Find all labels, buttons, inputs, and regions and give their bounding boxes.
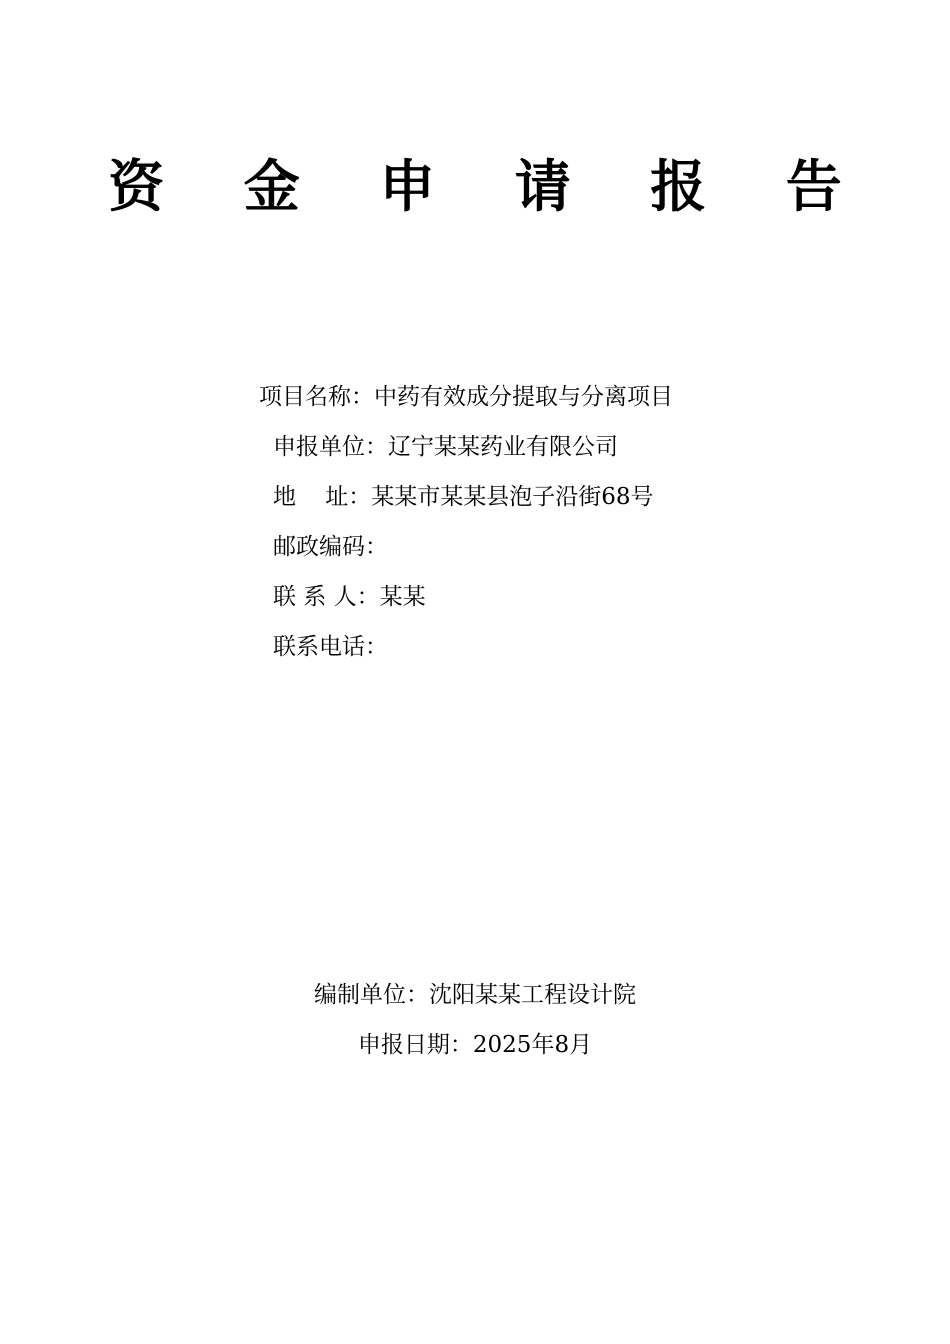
- contact-person-row: [273, 582, 426, 612]
- address-label: 地 址：: [273, 484, 372, 510]
- contact-person-value: 某某: [379, 584, 426, 610]
- contact-phone-row: [273, 632, 388, 662]
- project-name-value: 中药有效成分提取与分离项目: [374, 384, 673, 410]
- date-label: 申报日期：: [357, 1032, 473, 1058]
- compiler-row: [0, 980, 950, 1010]
- address-row: [273, 482, 654, 512]
- project-name-label: 项目名称：: [259, 384, 374, 410]
- compiler-label: 编制单位：: [314, 982, 429, 1008]
- applicant-label: 申报单位：: [273, 434, 388, 460]
- address-value: 某某市某某县泡子沿街68号: [371, 484, 654, 510]
- date-value: 2025年8月: [472, 1032, 593, 1058]
- applicant-row: [273, 432, 618, 462]
- applicant-value: 辽宁某某药业有限公司: [388, 434, 618, 460]
- document-title: 资 金 申 请 报 告: [108, 155, 872, 220]
- contact-phone-label: 联系电话：: [273, 634, 388, 660]
- project-name-row: [259, 382, 673, 412]
- compiler-value: 沈阳某某工程设计院: [429, 982, 636, 1008]
- postal-code-row: [273, 532, 388, 562]
- date-row: [0, 1030, 950, 1060]
- contact-person-label: 联 系 人：: [273, 584, 380, 610]
- postal-code-label: 邮政编码：: [273, 534, 388, 560]
